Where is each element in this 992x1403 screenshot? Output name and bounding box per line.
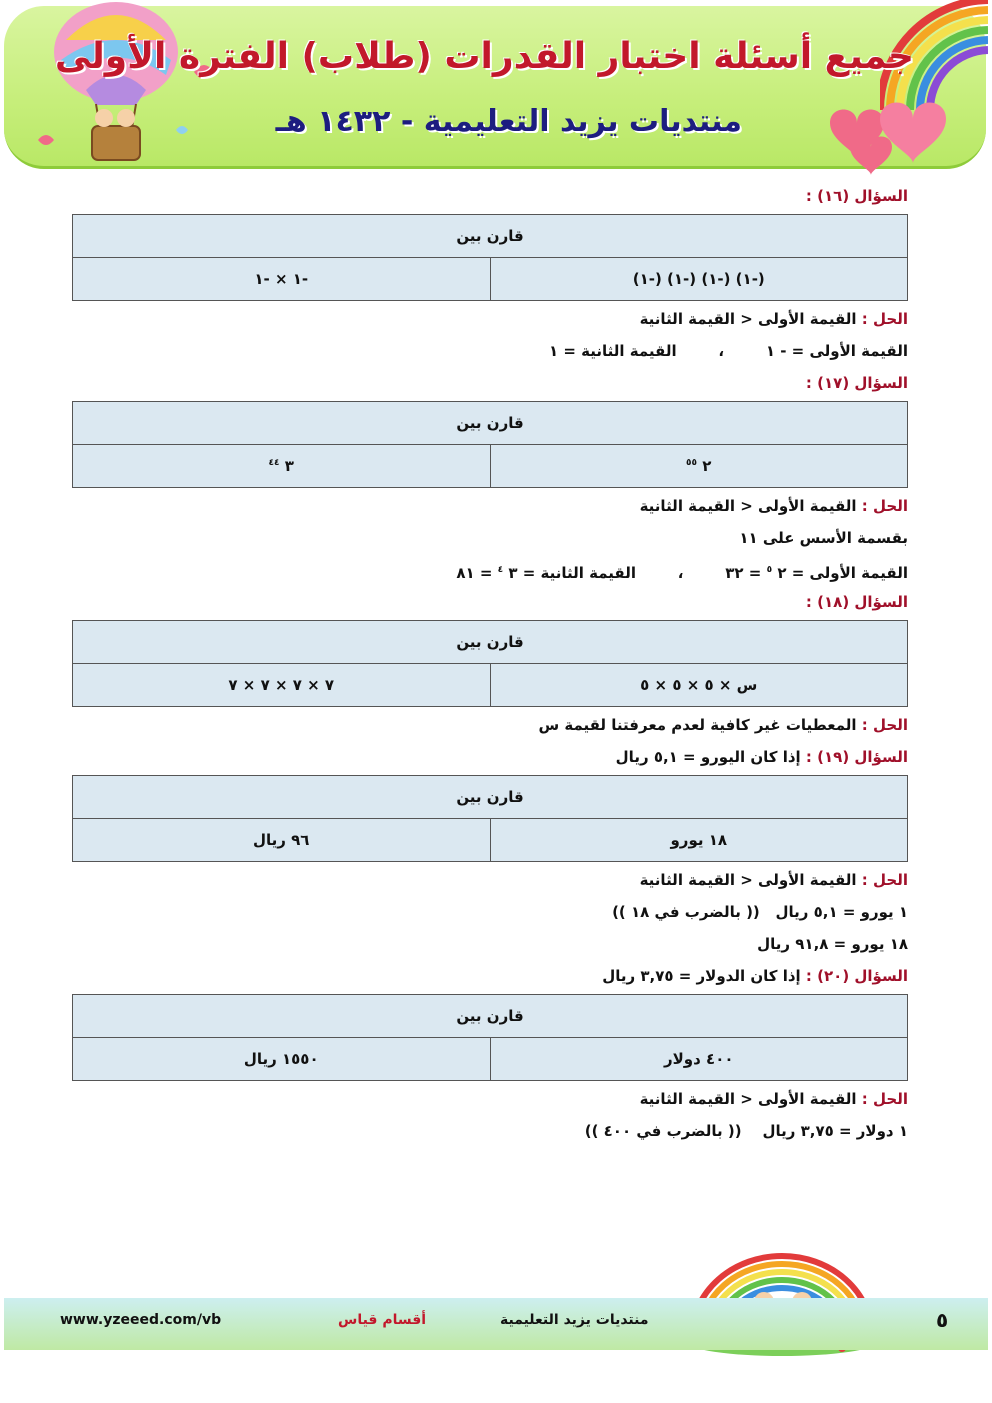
first-value: ٤٠٠ دولار — [490, 1038, 908, 1081]
compare-table — [72, 994, 908, 1081]
compare-header: قارن بين — [73, 402, 908, 445]
compare-table — [72, 775, 908, 862]
question-heading: السؤال (١٧) : — [805, 374, 908, 392]
first-value: س × ٥ × ٥ × ٥ — [490, 664, 908, 707]
question-16 — [72, 182, 908, 369]
question-heading: السؤال (١٩) : إذا كان اليورو = ٥,١ ريال — [615, 748, 908, 766]
explanation-line: ١ يورو = ٥,١ ريال (( بالضرب في ١٨ )) — [612, 903, 908, 921]
compare-table — [72, 620, 908, 707]
question-heading: السؤال (٢٠) : إذا كان الدولار = ٣,٧٥ ريال — [602, 967, 908, 985]
question-17 — [72, 369, 908, 588]
first-value: ٢ $^{٥٥}$ — [490, 445, 908, 488]
question-20 — [72, 962, 908, 1149]
second-value: -١ × -١ — [73, 258, 491, 301]
section-label: أقسام قياس — [338, 1312, 427, 1328]
explanation-line: ١ دولار = ٣,٧٥ ريال (( بالضرب في ٤٠٠ )) — [584, 1122, 908, 1140]
second-value: ٩٦ ريال — [73, 819, 491, 862]
question-18 — [72, 588, 908, 743]
second-value: ١٥٥٠ ريال — [73, 1038, 491, 1081]
page-header — [0, 0, 992, 178]
compare-header: قارن بين — [73, 776, 908, 819]
website-link[interactable]: www.yzeeed.com/vb — [60, 1312, 222, 1328]
compare-table — [72, 401, 908, 488]
solution-line: الحل : القيمة الأولى < القيمة الثانية — [639, 871, 908, 889]
hearts-decoration — [820, 96, 970, 176]
explanation-line: القيمة الأولى = - ١ ، القيمة الثانية = ١ — [548, 342, 908, 360]
explanation-line: ١٨ يورو = ٩١,٨ ريال — [757, 935, 908, 953]
solution-line: الحل : القيمة الأولى < القيمة الثانية — [639, 497, 908, 515]
hot-air-balloon-illustration — [26, 0, 226, 178]
page-footer — [4, 1298, 988, 1350]
question-19 — [72, 743, 908, 962]
compare-header: قارن بين — [73, 995, 908, 1038]
questions-content — [72, 182, 908, 1149]
explanation-line: بقسمة الأسس على ١١ — [739, 529, 908, 547]
second-value: ٣ $^{٤٤}$ — [73, 445, 491, 488]
page-number: ٥ — [936, 1308, 949, 1332]
second-value: ٧ × ٧ × ٧ × ٧ — [73, 664, 491, 707]
question-heading: السؤال (١٦) : — [805, 187, 908, 205]
solution-line: الحل : المعطيات غير كافية لعدم معرفتنا لقيمة س — [538, 716, 908, 734]
compare-table — [72, 214, 908, 301]
page-title: جميع أسئلة اختبار القدرات (طلاب) الفترة الأولى — [54, 36, 914, 77]
page-subtitle: منتديات يزيد التعليمية - ١٤٣٢ هـ — [275, 104, 742, 139]
solution-line: الحل : القيمة الأولى < القيمة الثانية — [639, 310, 908, 328]
forum-name: منتديات يزيد التعليمية — [500, 1312, 649, 1328]
compare-header: قارن بين — [73, 215, 908, 258]
first-value: (-١) (-١) (-١) (-١) — [490, 258, 908, 301]
compare-header: قارن بين — [73, 621, 908, 664]
first-value: ١٨ يورو — [490, 819, 908, 862]
explanation-line: القيمة الأولى = ٢ $^٥$ = ٣٢ ، القيمة الثانية = ٣ $^٤$ = ٨١ — [456, 564, 908, 582]
solution-line: الحل : القيمة الأولى < القيمة الثانية — [639, 1090, 908, 1108]
question-heading: السؤال (١٨) : — [805, 593, 908, 611]
